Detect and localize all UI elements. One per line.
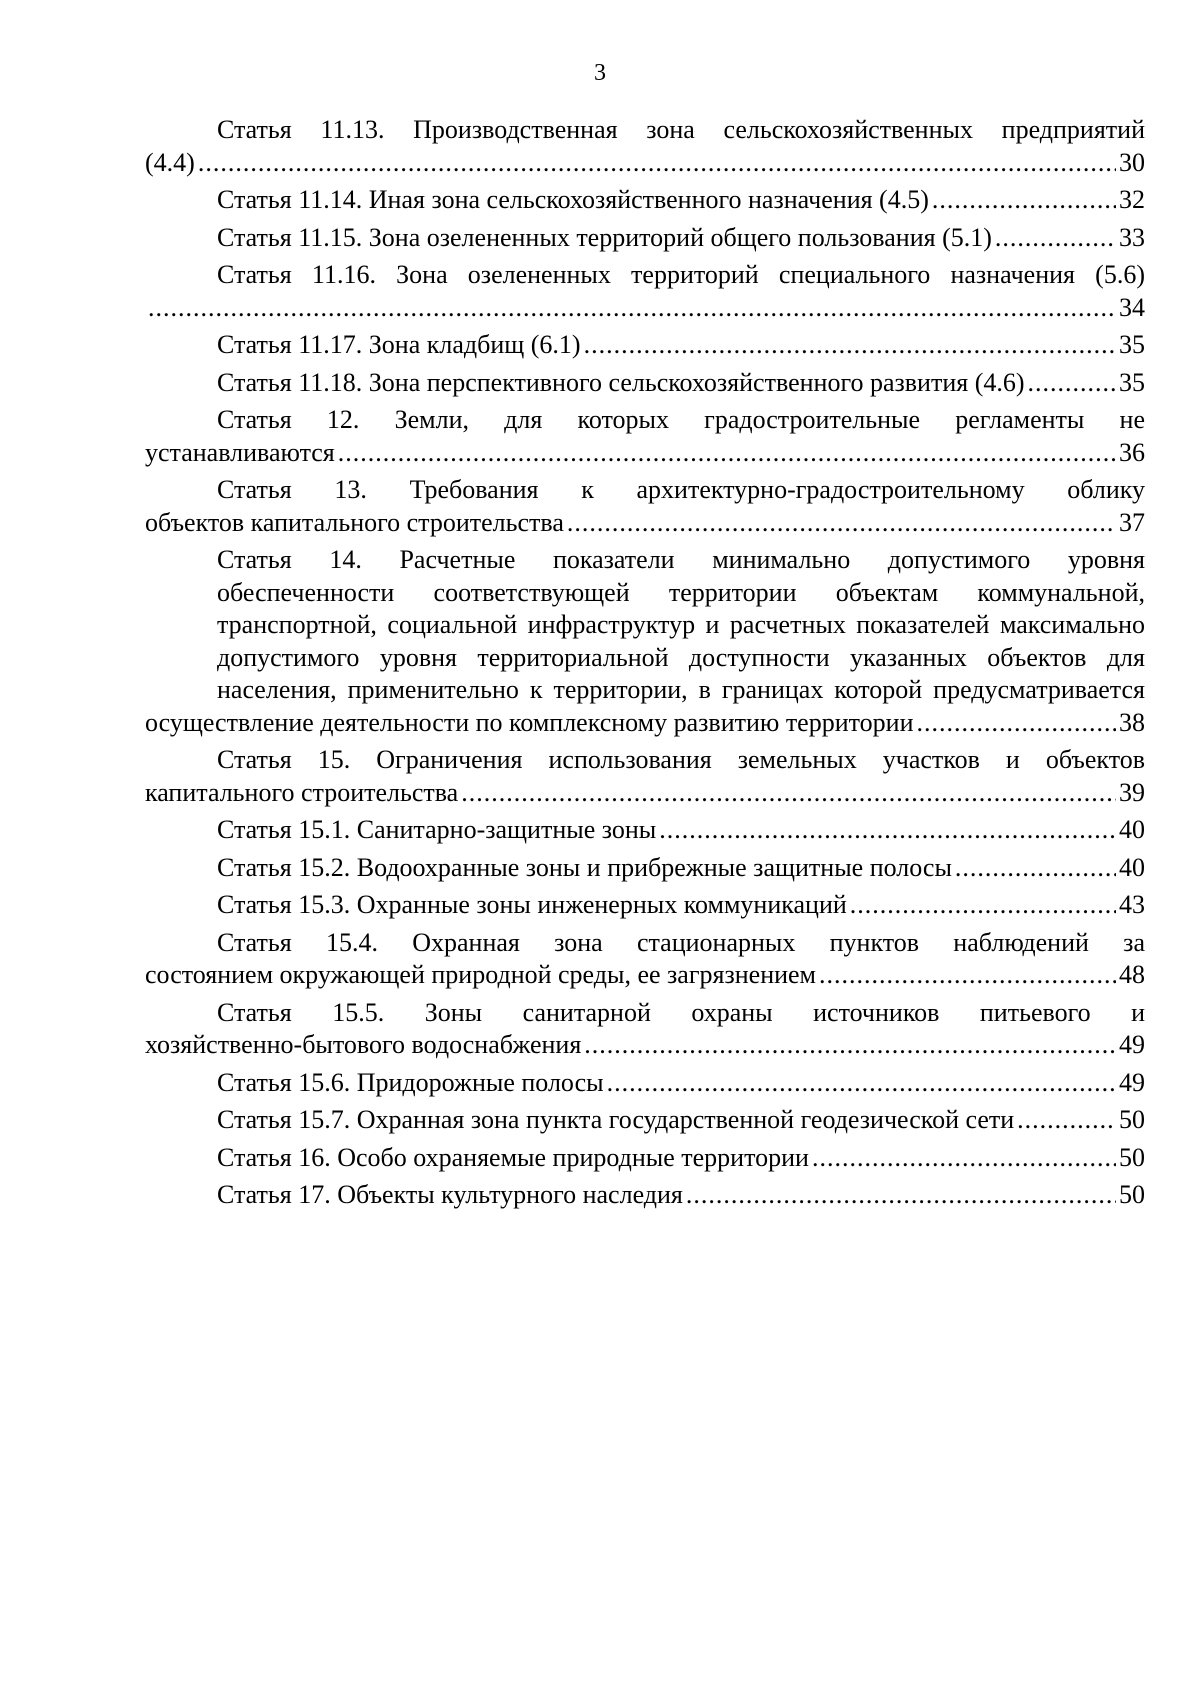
toc-page-number: 35	[1119, 330, 1145, 359]
toc-page-number: 32	[1119, 185, 1145, 214]
toc-entry-title: (4.4)	[145, 147, 195, 177]
dot-leader	[686, 1179, 1116, 1212]
toc-entry-line: транспортной, социальной инфраструктур и расчетных показателей максимально	[217, 610, 1145, 639]
toc-entry-title: Статья 15.1. Санитарно-защитные зоны	[217, 815, 657, 844]
toc-entry[interactable]	[145, 927, 1145, 992]
toc-entry[interactable]	[145, 1104, 1145, 1137]
toc-page-number: 50	[1119, 1142, 1145, 1172]
toc-entry-title: Статья 11.14. Иная зона сельскохозяйственного назначения (4.5)	[217, 185, 929, 214]
toc-entry-last-line	[145, 367, 1145, 400]
dot-leader	[812, 1142, 1116, 1175]
toc-entry[interactable]	[145, 889, 1145, 922]
toc-entry-title: капитального строительства	[145, 777, 459, 807]
toc-entry-last-line	[145, 1029, 1145, 1062]
toc-entry-last-line	[145, 222, 1145, 255]
toc-entry-last-line	[145, 507, 1145, 540]
toc-entry[interactable]	[145, 852, 1145, 885]
dot-leader	[1017, 1104, 1116, 1137]
dot-leader	[850, 889, 1116, 922]
toc-entry-last-line	[145, 292, 1145, 325]
toc-entry-title: Статья 15.3. Охранные зоны инженерных коммуникаций	[217, 890, 847, 919]
toc-entry[interactable]	[145, 1067, 1145, 1100]
table-of-contents	[145, 114, 1145, 1217]
toc-entry-title: Статья 11.15. Зона озелененных территорий общего пользования (5.1)	[217, 222, 992, 252]
toc-entry[interactable]	[145, 474, 1145, 539]
toc-entry[interactable]	[145, 404, 1145, 469]
dot-leader	[995, 222, 1116, 255]
toc-entry[interactable]	[145, 1142, 1145, 1175]
toc-entry-title: Статья 15.2. Водоохранные зоны и прибрежные защитные полосы	[217, 852, 952, 882]
toc-page-number: 30	[1119, 147, 1145, 177]
toc-entry-last-line	[145, 852, 1145, 885]
toc-entry[interactable]	[145, 997, 1145, 1062]
toc-entry-line: допустимого уровня территориальной доступности указанных объектов для	[217, 642, 1145, 672]
toc-entry-last-line	[145, 329, 1145, 362]
toc-entry-title: Статья 11.18. Зона перспективного сельскохозяйственного развития (4.6)	[217, 367, 1025, 397]
toc-entry-last-line	[145, 959, 1145, 992]
toc-entry[interactable]	[145, 814, 1145, 847]
dot-leader	[932, 184, 1116, 217]
dot-leader	[659, 814, 1116, 847]
toc-entry[interactable]	[145, 1179, 1145, 1212]
toc-entry-last-line	[145, 1179, 1145, 1212]
toc-entry-title: объектов капитального строительства	[145, 507, 564, 537]
toc-entry-line: населения, применительно к территории, в границах которой предусматривается	[217, 675, 1145, 704]
toc-entry-last-line	[145, 1104, 1145, 1137]
dot-leader	[461, 777, 1116, 810]
dot-leader	[338, 437, 1116, 470]
toc-page-number: 33	[1119, 222, 1145, 252]
toc-page-number: 34	[1119, 292, 1145, 322]
toc-page-number: 49	[1119, 1067, 1145, 1097]
toc-page-number: 39	[1119, 777, 1145, 807]
toc-entry[interactable]	[145, 184, 1145, 217]
toc-entry-last-line	[145, 1067, 1145, 1100]
toc-entry-line: обеспеченности соответствующей территории объектам коммунальной,	[217, 577, 1145, 607]
toc-entry-title: Статья 16. Особо охраняемые природные территории	[217, 1142, 809, 1172]
toc-entry-last-line	[145, 814, 1145, 847]
toc-page-number: 50	[1119, 1105, 1145, 1134]
toc-entry[interactable]	[145, 222, 1145, 255]
toc-page-number: 37	[1119, 507, 1145, 537]
dot-leader	[567, 507, 1116, 540]
toc-page-number: 40	[1119, 815, 1145, 844]
toc-page-number: 36	[1119, 437, 1145, 467]
page-number: 3	[594, 60, 606, 86]
toc-entry-last-line	[145, 777, 1145, 810]
toc-entry-line: Статья 12. Земли, для которых градостроительные регламенты не	[217, 405, 1145, 434]
dot-leader	[955, 852, 1116, 885]
toc-entry[interactable]	[145, 114, 1145, 179]
toc-page-number: 50	[1119, 1180, 1145, 1209]
toc-entry-title: Статья 11.17. Зона кладбищ (6.1)	[217, 330, 581, 359]
toc-entry-title: хозяйственно-бытового водоснабжения	[145, 1030, 582, 1059]
toc-entry-line: Статья 15. Ограничения использования земельных участков и объектов	[217, 745, 1145, 774]
toc-entry-title: Статья 17. Объекты культурного наследия	[217, 1180, 683, 1209]
toc-entry-title: состоянием окружающей природной среды, ее загрязнением	[145, 960, 817, 989]
toc-entry-last-line	[145, 1142, 1145, 1175]
toc-entry[interactable]	[145, 544, 1145, 739]
toc-entry-last-line	[145, 184, 1145, 217]
toc-entry-line: Статья 15.4. Охранная зона стационарных пунктов наблюдений за	[217, 927, 1145, 957]
toc-page-number: 40	[1119, 852, 1145, 882]
toc-entry-title: Статья 15.7. Охранная зона пункта государственной геодезической сети	[217, 1105, 1015, 1134]
toc-entry[interactable]	[145, 329, 1145, 362]
toc-entry-last-line	[145, 147, 1145, 180]
dot-leader	[607, 1067, 1116, 1100]
toc-page-number: 43	[1119, 890, 1145, 919]
toc-entry[interactable]	[145, 744, 1145, 809]
toc-entry-last-line	[145, 889, 1145, 922]
dot-leader	[584, 1029, 1116, 1062]
dot-leader	[819, 959, 1116, 992]
toc-entry-line: Статья 13. Требования к архитектурно-градостроительному облику	[217, 475, 1145, 504]
toc-entry-line: Статья 14. Расчетные показатели минимально допустимого уровня	[217, 545, 1145, 574]
dot-leader	[198, 147, 1116, 180]
toc-page-number: 48	[1119, 960, 1145, 989]
dot-leader	[148, 292, 1116, 325]
toc-page-number: 38	[1119, 707, 1145, 737]
toc-entry-last-line	[145, 437, 1145, 470]
toc-entry-title: Статья 15.6. Придорожные полосы	[217, 1067, 604, 1097]
dot-leader	[1028, 367, 1116, 400]
toc-entry-line: Статья 11.13. Производственная зона сельскохозяйственных предприятий	[217, 115, 1145, 144]
toc-entry-title: осуществление деятельности по комплексному развитию территории	[145, 707, 914, 737]
toc-entry-line: Статья 11.16. Зона озелененных территорий специального назначения (5.6)	[217, 260, 1145, 289]
toc-entry[interactable]	[145, 259, 1145, 324]
dot-leader	[917, 707, 1117, 740]
toc-entry-last-line	[145, 707, 1145, 740]
toc-page-number: 35	[1119, 367, 1145, 397]
toc-entry[interactable]	[145, 367, 1145, 400]
toc-entry-line: Статья 15.5. Зоны санитарной охраны источников питьевого и	[217, 997, 1145, 1027]
toc-page-number: 49	[1119, 1030, 1145, 1059]
toc-entry-title: устанавливаются	[145, 437, 335, 467]
dot-leader	[584, 329, 1116, 362]
